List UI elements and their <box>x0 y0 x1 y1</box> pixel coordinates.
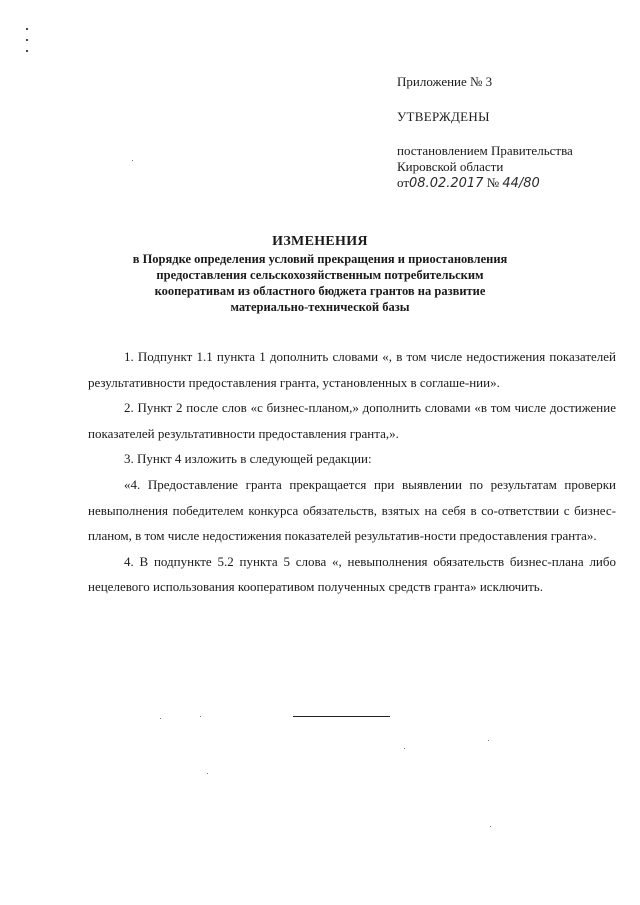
document-subtitle <box>110 251 530 315</box>
subtitle-line: в Порядке определения условий прекращения и приостановления <box>132 252 508 266</box>
scan-speck <box>200 716 201 717</box>
document-title: ИЗМЕНЕНИЯ <box>272 234 368 249</box>
paragraph-item-1: 1. Подпункт 1.1 пункта 1 дополнить словами «, в том числе недостижения показателей результативности предоставления гранта, установленных в соглаше-нии». <box>88 349 616 390</box>
scan-speck <box>207 773 208 774</box>
appendix-block <box>397 74 622 192</box>
subtitle-line: предоставления сельскохозяйственным потребительским <box>156 268 484 282</box>
paragraph-item-3: 3. Пункт 4 изложить в следующей редакции: <box>124 451 372 467</box>
closing-rule <box>293 716 390 717</box>
subtitle-line: кооперативам из областного бюджета грантов на развитие <box>154 284 486 298</box>
region-line: Кировской области <box>397 159 504 174</box>
number-prefix: № <box>486 175 500 190</box>
date-prefix: от <box>397 175 410 190</box>
scan-speck <box>490 826 491 827</box>
handwritten-number: 44/80 <box>502 176 540 191</box>
paragraph-item-4: 4. В подпункте 5.2 пункта 5 слова «, невыполнения обязательств бизнес-плана либо нецелевого использования кооперативом полученных средств гранта» исключить. <box>88 553 616 595</box>
handwritten-date: 08.02.2017 <box>409 176 484 191</box>
subtitle-line: материально-технической базы <box>230 300 410 314</box>
scan-speck <box>404 748 405 749</box>
scan-speck <box>132 160 133 161</box>
appendix-number: Приложение № 3 <box>397 74 493 89</box>
scan-speck <box>488 740 489 741</box>
approved-label: УТВЕРЖДЕНЫ <box>397 109 490 124</box>
paragraph-item-2: 2. Пункт 2 после слов «с бизнес-планом,» дополнить словами «в том числе достижение показателей результативности предоставления гранта,». <box>88 400 616 441</box>
scan-speck <box>160 718 161 719</box>
paragraph-quoted-text: «4. Предоставление гранта прекращается при выявлении по результатам проверки невыполнения победителем конкурса обязательств, взятых на себя в со-ответствии с бизнес-планом, в том числе недостижения показателей результатив-ности предоставления гранта». <box>88 476 616 544</box>
margin-dots <box>26 28 32 61</box>
decree-line: постановлением Правительства <box>397 143 573 158</box>
date-line <box>397 175 622 192</box>
document-body <box>88 344 616 600</box>
